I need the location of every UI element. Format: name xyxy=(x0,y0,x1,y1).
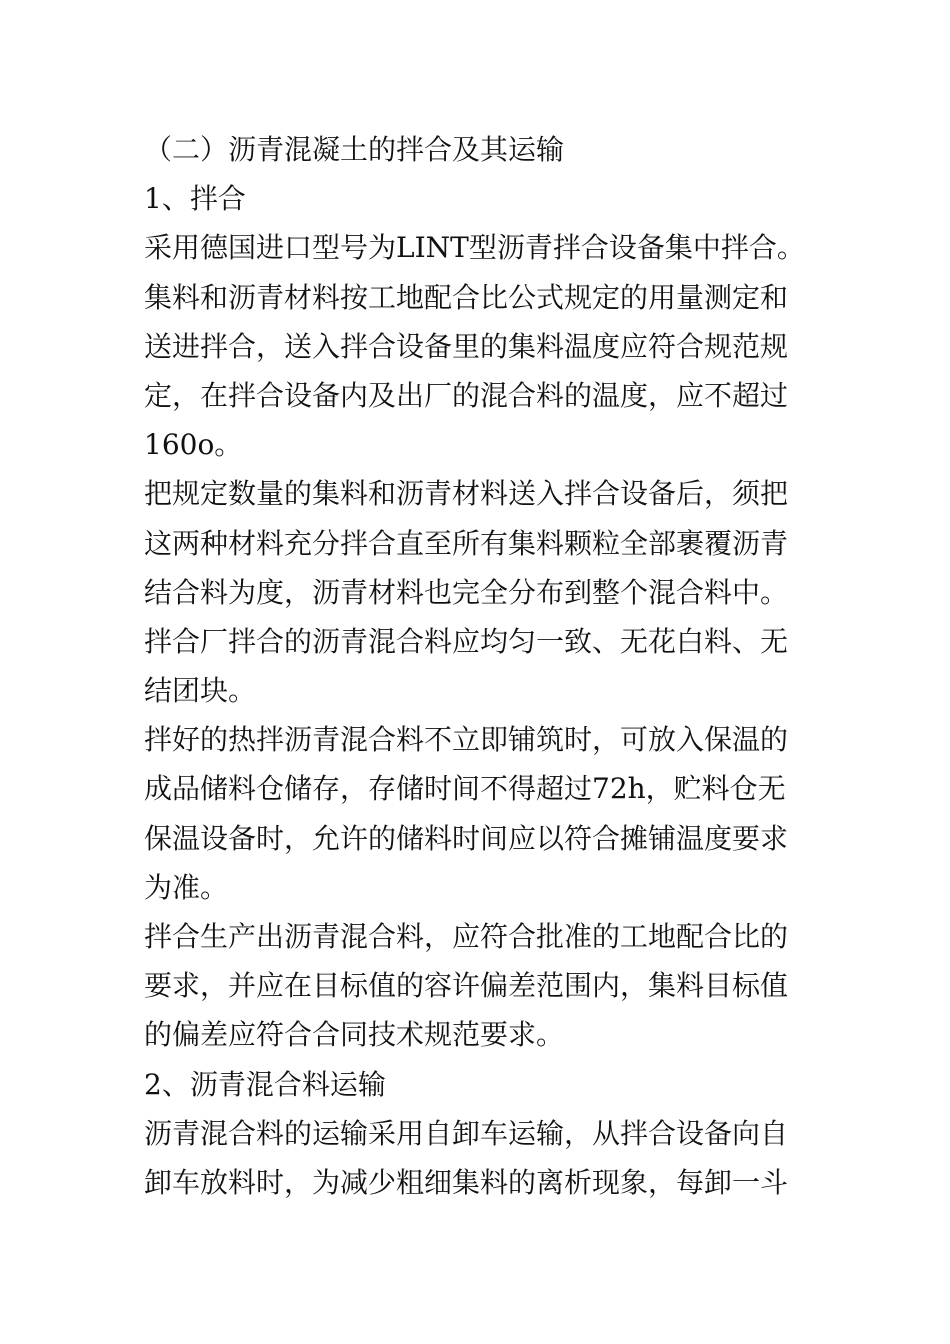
body-text-line: 卸车放料时，为减少粗细集料的离析现象，每卸一斗 xyxy=(144,1165,789,1199)
body-text-line: 拌合生产出沥青混合料，应符合批准的工地配合比的 xyxy=(144,920,789,953)
body-text-line: 为准。 xyxy=(144,870,229,904)
body-text-line: 送进拌合，送入拌合设备里的集料温度应符合规范规 xyxy=(144,329,789,363)
document-body xyxy=(144,125,814,1207)
body-text-line: 要求，并应在目标值的容许偏差范围内，集料目标值 xyxy=(144,969,789,1003)
body-text-line: 把规定数量的集料和沥青材料送入拌合设备后，须把 xyxy=(144,477,789,511)
body-text-line: 沥青混合料的运输采用自卸车运输，从拌合设备向自 xyxy=(144,1116,789,1150)
body-text-line: 结合料为度，沥青材料也完全分布到整个混合料中。 xyxy=(144,575,789,609)
body-text-line: 集料和沥青材料按工地配合比公式规定的用量测定和 xyxy=(144,280,789,314)
body-text-line: 成品储料仓储存，存储时间不得超过72h，贮料仓无 xyxy=(144,772,786,806)
section-heading: （二）沥青混凝土的拌合及其运输 xyxy=(144,133,565,166)
subsection-heading-transport: 2、沥青混合料运输 xyxy=(144,1067,386,1101)
body-text-line: 定，在拌合设备内及出厂的混合料的温度，应不超过 xyxy=(144,378,789,412)
body-text-line: 结团块。 xyxy=(144,674,257,708)
body-text-line: 保温设备时，允许的储料时间应以符合摊铺温度要求 xyxy=(144,821,789,855)
subsection-heading-mixing: 1、拌合 xyxy=(144,182,246,216)
body-text-line: 的偏差应符合合同技术规范要求。 xyxy=(144,1018,565,1052)
body-text-line: 160o。 xyxy=(144,428,243,462)
body-text-line: 拌合厂拌合的沥青混合料应均匀一致、无花白料、无 xyxy=(144,624,789,658)
body-text-line: 这两种材料充分拌合直至所有集料颗粒全部裹覆沥青 xyxy=(144,526,789,560)
body-text-line: 采用德国进口型号为LINT型沥青拌合设备集中拌合。 xyxy=(144,231,805,265)
body-text-line: 拌好的热拌沥青混合料不立即铺筑时，可放入保温的 xyxy=(144,723,789,757)
